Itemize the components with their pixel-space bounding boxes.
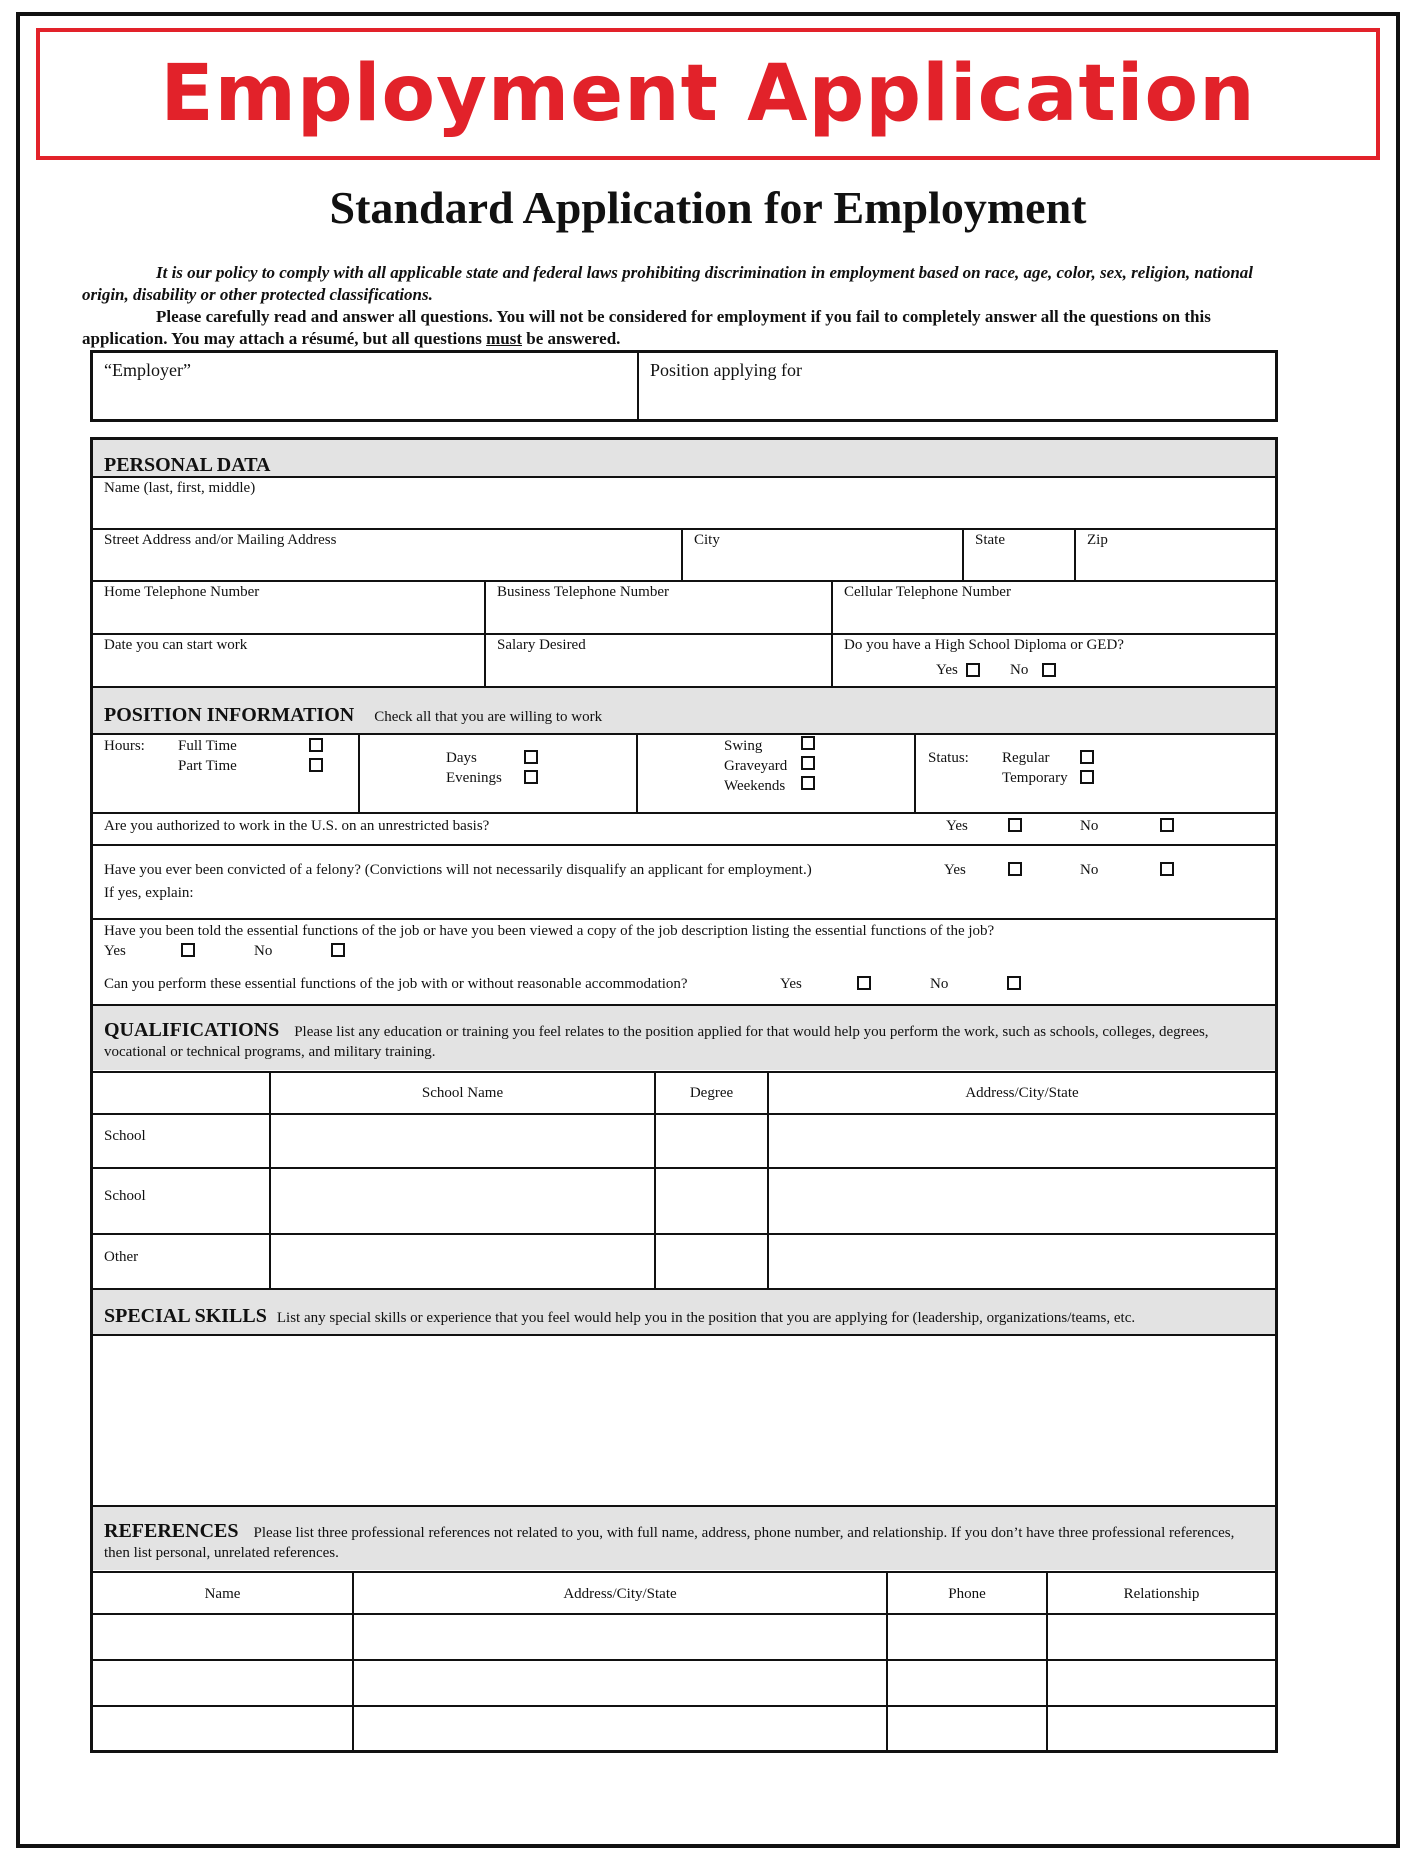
perform-no-checkbox[interactable] [1007,976,1021,990]
perform-yes-checkbox[interactable] [857,976,871,990]
part-time-checkbox[interactable] [309,758,323,772]
instructions [82,306,1272,350]
authorized-question: Are you authorized to work in the U.S. on an unrestricted basis? [104,818,490,834]
salary-field[interactable]: Salary Desired [497,637,586,653]
instructions-pre: Please carefully read and answer all questions. You will not be considered for employment if you fail to completely answer all the questions on this application. You may attach a résumé, but all questions [82,307,1211,348]
authorized-yes-checkbox[interactable] [1008,818,1022,832]
felony-yes-label: Yes [944,862,966,878]
city-field[interactable]: City [694,532,720,548]
essential-yes-label: Yes [104,943,126,959]
diploma-no-label: No [1010,662,1029,678]
regular-label: Regular [1002,750,1050,766]
full-time-label: Full Time [178,738,237,754]
instructions-post: be answered. [522,329,621,348]
authorized-no-checkbox[interactable] [1160,818,1174,832]
references-header [104,1521,1254,1563]
qual-col-school-name: School Name [421,1085,504,1101]
felony-no-label: No [1080,862,1099,878]
references-description: Please list three professional references not related to you, with full name, address, phone number, and relationship. If you don’t have three professional references, then list personal, unrelated references. [104,1525,1235,1561]
state-field[interactable]: State [975,532,1005,548]
felony-explain-field[interactable]: If yes, explain: [104,885,194,901]
ref-col-relationship: Relationship [1123,1586,1200,1602]
evenings-checkbox[interactable] [524,770,538,784]
weekends-checkbox[interactable] [801,776,815,790]
banner-title: Employment Application [160,49,1256,139]
diploma-no-checkbox[interactable] [1042,663,1056,677]
diploma-yes-checkbox[interactable] [966,663,980,677]
authorized-yes-label: Yes [946,818,968,834]
street-address-field[interactable]: Street Address and/or Mailing Address [104,532,337,548]
full-time-checkbox[interactable] [309,738,323,752]
name-field[interactable]: Name (last, first, middle) [104,480,256,496]
days-label: Days [446,750,477,766]
ref-col-name: Name [204,1586,241,1602]
policy-statement [82,262,1272,306]
authorized-no-label: No [1080,818,1099,834]
felony-question: Have you ever been convicted of a felony? (Convictions will not necessarily disqualify an applicant for employment.) [104,862,812,878]
qual-row-other[interactable]: Other [104,1249,139,1265]
graveyard-label: Graveyard [724,758,788,774]
perform-yes-label: Yes [780,976,802,992]
special-skills-heading: SPECIAL SKILLS [104,1305,267,1327]
instructions-must: must [486,329,523,348]
references-heading: REFERENCES [104,1520,239,1542]
status-label: Status: [928,750,969,766]
diploma-question: Do you have a High School Diploma or GED? [844,637,1124,653]
days-checkbox[interactable] [524,750,538,764]
ref-col-address: Address/City/State [563,1586,677,1602]
reference-row-1[interactable] [93,1615,1275,1657]
start-date-field[interactable]: Date you can start work [104,637,248,653]
felony-yes-checkbox[interactable] [1008,862,1022,876]
special-skills-textarea[interactable] [93,1337,1275,1505]
essential-no-label: No [254,943,273,959]
personal-data-heading: PERSONAL DATA [104,454,271,476]
position-info-heading [104,704,602,727]
banner [36,28,1380,160]
part-time-label: Part Time [178,758,237,774]
swing-checkbox[interactable] [801,736,815,750]
position-field-label[interactable]: Position applying for [650,360,802,380]
essential-no-checkbox[interactable] [331,943,345,957]
qual-row-school-2[interactable]: School [104,1188,146,1204]
evenings-label: Evenings [446,770,502,786]
policy-text: It is our policy to comply with all applicable state and federal laws prohibiting discrimination in employment based on race, age, color, sex, religion, national origin, disability or other protected classifications. [82,263,1254,304]
swing-label: Swing [724,738,763,754]
diploma-yes-label: Yes [936,662,958,678]
document-title: Standard Application for Employment [329,182,1087,233]
position-info-subheading: Check all that you are willing to work [374,709,603,725]
business-phone-field[interactable]: Business Telephone Number [497,584,669,600]
hours-label: Hours: [104,738,145,754]
employer-field-label[interactable]: “Employer” [104,360,191,380]
zip-field[interactable]: Zip [1087,532,1108,548]
felony-no-checkbox[interactable] [1160,862,1174,876]
special-skills-description: List any special skills or experience that you feel would help you in the position that you are applying for (leadership, organizations/teams, etc. [276,1310,1136,1326]
cell-phone-field[interactable]: Cellular Telephone Number [844,584,1011,600]
position-info-title: POSITION INFORMATION [104,704,355,726]
qualifications-header [104,1020,1256,1062]
qualifications-description: Please list any education or training you feel relates to the position applied for that would help you perform the work, such as schools, colleges, degrees, vocational or technical programs, and military training. [104,1024,1209,1060]
temporary-label: Temporary [1002,770,1068,786]
ref-col-phone: Phone [948,1586,986,1602]
essential-yes-checkbox[interactable] [181,943,195,957]
special-skills-header [104,1305,1135,1328]
graveyard-checkbox[interactable] [801,756,815,770]
regular-checkbox[interactable] [1080,750,1094,764]
temporary-checkbox[interactable] [1080,770,1094,784]
home-phone-field[interactable]: Home Telephone Number [104,584,260,600]
essential-functions-question: Have you been told the essential functions of the job or have you been viewed a copy of the job description listing the essential functions of the job? [104,923,995,939]
qual-col-address: Address/City/State [965,1085,1079,1101]
reference-row-3[interactable] [93,1707,1275,1749]
reference-row-2[interactable] [93,1661,1275,1703]
qualifications-heading: QUALIFICATIONS [104,1019,280,1041]
qual-row-school-1[interactable]: School [104,1128,146,1144]
perform-functions-question: Can you perform these essential functions of the job with or without reasonable accommodation? [104,976,688,992]
perform-no-label: No [930,976,949,992]
weekends-label: Weekends [724,778,786,794]
qual-col-degree: Degree [689,1085,734,1101]
